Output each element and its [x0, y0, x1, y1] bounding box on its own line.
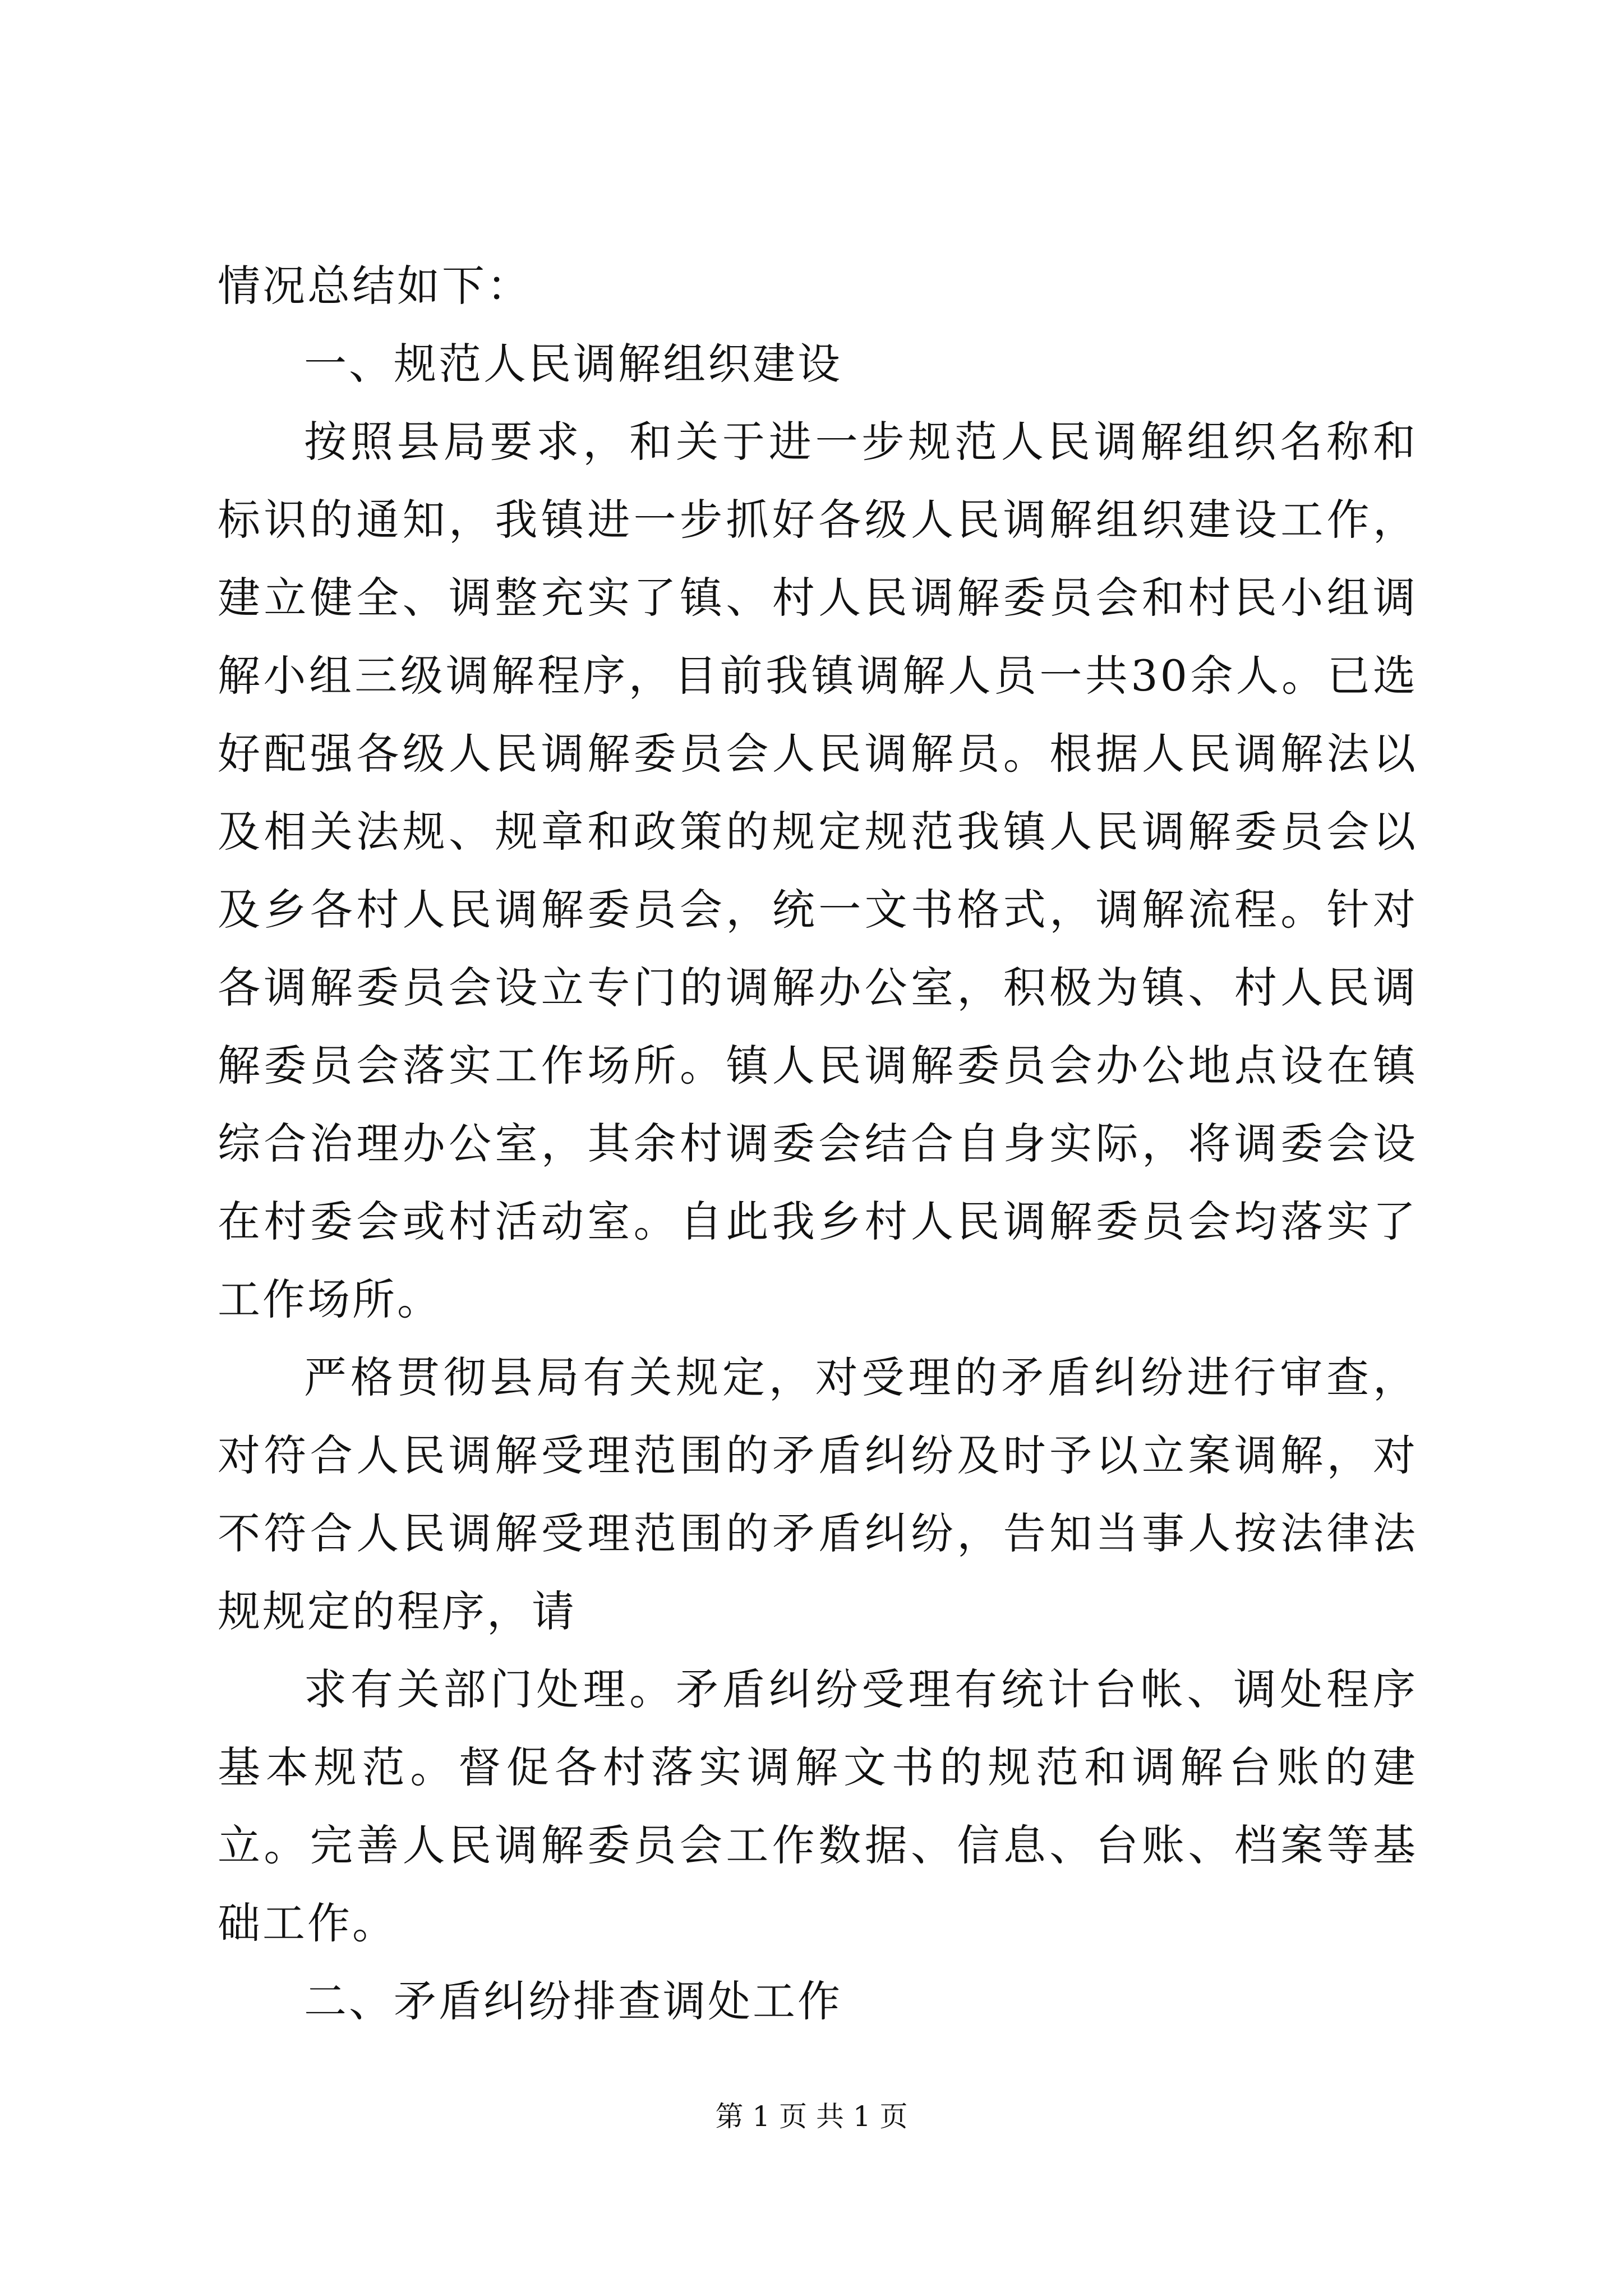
paragraph-records: 求有关部门处理。矛盾纠纷受理有统计台帐、调处程序基本规范。督促各村落实调解文书的规范和调解台账的建立。完善人民调解委员会工作数据、信息、台账、档案等基础工作。 — [218, 1664, 1418, 1948]
heading-section-1: 一、规范人民调解组织建设 — [304, 339, 842, 389]
document-body — [218, 247, 1418, 2040]
paragraph-review: 严格贯彻县局有关规定，对受理的矛盾纠纷进行审查，对符合人民调解受理范围的矛盾纠纷及时予以立案调解，对不符合人民调解受理范围的矛盾纠纷，告知当事人按法律法规规定的程序，请 — [218, 1352, 1418, 1636]
paragraph-organization: 按照县局要求，和关于进一步规范人民调解组织名称和标识的通知，我镇进一步抓好各级人民调解组织建设工作，建立健全、调整充实了镇、村人民调解委员会和村民小组调解小组三级调解程序，目前我镇调解人员一共30余人。已选好配强各级人民调解委员会人民调解员。根据人民调解法以及相关法规、规章和政策的规定规范我镇人民调解委员会以及乡各村人民调解委员会，统一文书格式，调解流程。针对各调解委员会设立专门的调解办公室，积极为镇、村人民调解委员会落实工作场所。镇人民调解委员会办公地点设在镇综合治理办公室，其余村调委会结合自身实际，将调委会设在村委会或村活动室。自此我乡村人民调解委员会均落实了工作场所。 — [218, 417, 1418, 1324]
heading-section-2: 二、矛盾纠纷排查调处工作 — [304, 1976, 842, 2026]
page-footer: 第 1 页 共 1 页 — [715, 2100, 908, 2133]
paragraph-intro: 情况总结如下： — [218, 261, 532, 311]
